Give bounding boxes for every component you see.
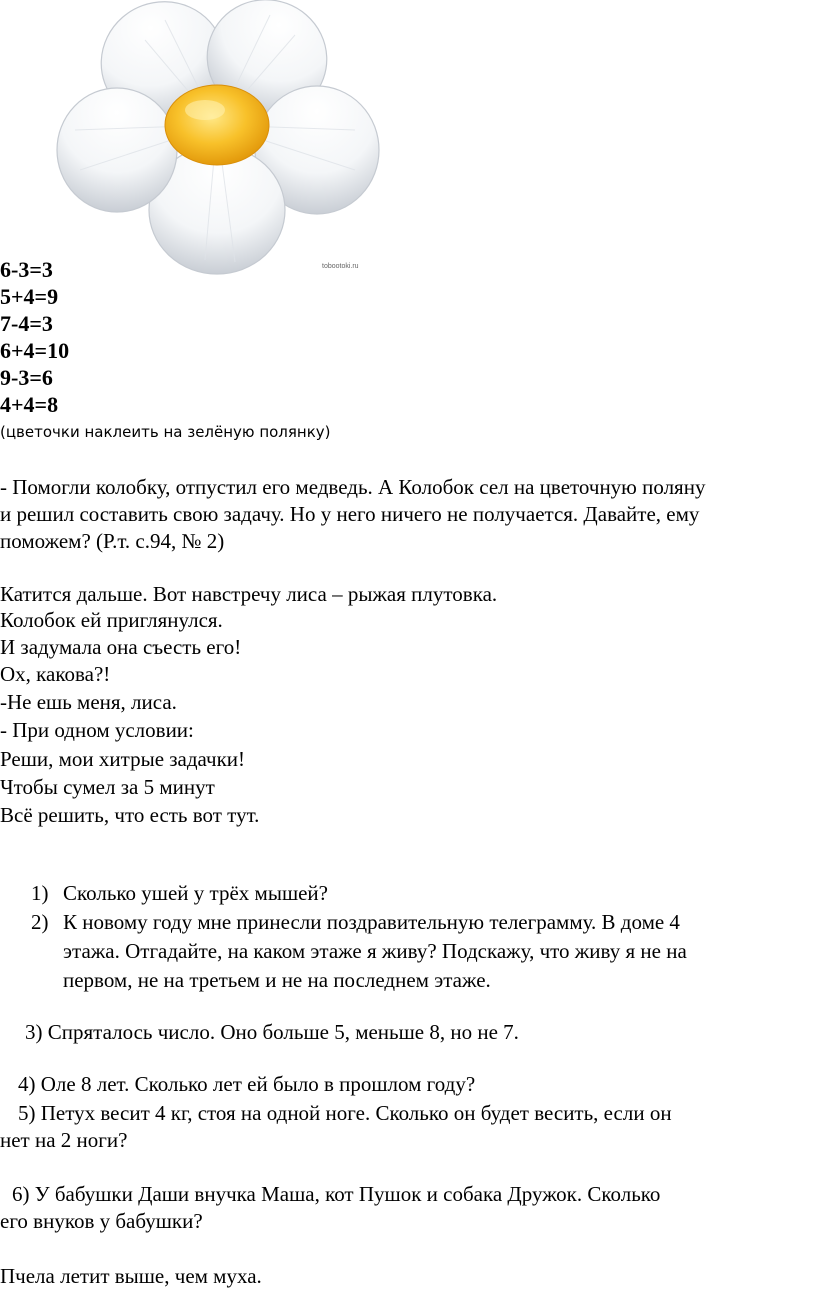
petal-left	[57, 88, 177, 212]
task-7: Пчела летит выше, чем муха.	[0, 1264, 262, 1288]
task-3: 3) Спряталось число. Оно больше 5, меньше 8, но не 7.	[25, 1020, 519, 1044]
equation-5: 9-3=6	[0, 365, 53, 390]
poem-line-8: Чтобы сумел за 5 минут	[0, 775, 215, 799]
task-2-line-2: этажа. Отгадайте, на каком этаже я живу? Подскажу, что живу я не на	[63, 939, 687, 963]
paragraph-line-3: поможем? (Р.т. с.94, № 2)	[0, 529, 225, 553]
instruction-note: (цветочки наклеить на зелёную полянку)	[0, 423, 331, 441]
task-4: 4) Оле 8 лет. Сколько лет ей было в прошлом году?	[18, 1072, 476, 1096]
paragraph-line-2: и решил составить свою задачу. Но у него ничего не получается. Давайте, ему	[0, 502, 700, 526]
equation-1: 6-3=3	[0, 257, 53, 282]
paragraph-line-1: - Помогли колобку, отпустил его медведь. А Колобок сел на цветочную поляну	[0, 475, 706, 499]
poem-line-3: И задумала она съесть его!	[0, 635, 242, 659]
poem-line-6: - При одном условии:	[0, 718, 194, 742]
poem-line-2: Колобок ей приглянулся.	[0, 608, 223, 632]
task-5-line-2: нет на 2 ноги?	[0, 1128, 128, 1152]
poem-line-5: -Не ешь меня, лиса.	[0, 690, 177, 714]
poem-line-7: Реши, мои хитрые задачки!	[0, 747, 246, 771]
task-1-number: 1)	[31, 881, 49, 905]
poem-line-4: Ох, какова?!	[0, 662, 111, 686]
equation-4: 6+4=10	[0, 338, 70, 363]
equation-3: 7-4=3	[0, 311, 53, 336]
task-5-line-1: 5) Петух весит 4 кг, стоя на одной ноге. Сколько он будет весить, если он	[18, 1101, 672, 1125]
task-2-line-3: первом, не на третьем и не на последнем этаже.	[63, 968, 491, 992]
watermark: tobootoki.ru	[322, 263, 359, 270]
task-6-line-2: его внуков у бабушки?	[0, 1209, 203, 1233]
task-2-number: 2)	[31, 910, 49, 934]
poem-line-1: Катится дальше. Вот навстречу лиса – рыжая плутовка.	[0, 582, 498, 606]
equation-6: 4+4=8	[0, 392, 59, 417]
task-1-text: Сколько ушей у трёх мышей?	[63, 881, 328, 905]
task-2-line-1: К новому году мне принесли поздравительную телеграмму. В доме 4	[63, 910, 680, 934]
task-6-line-1: 6) У бабушки Даши внучка Маша, кот Пушок и собака Дружок. Сколько	[12, 1182, 661, 1206]
flower-center	[165, 85, 269, 165]
equation-2: 5+4=9	[0, 284, 59, 309]
poem-line-9: Всё решить, что есть вот тут.	[0, 803, 260, 827]
daisy-flower-image	[55, 0, 380, 278]
